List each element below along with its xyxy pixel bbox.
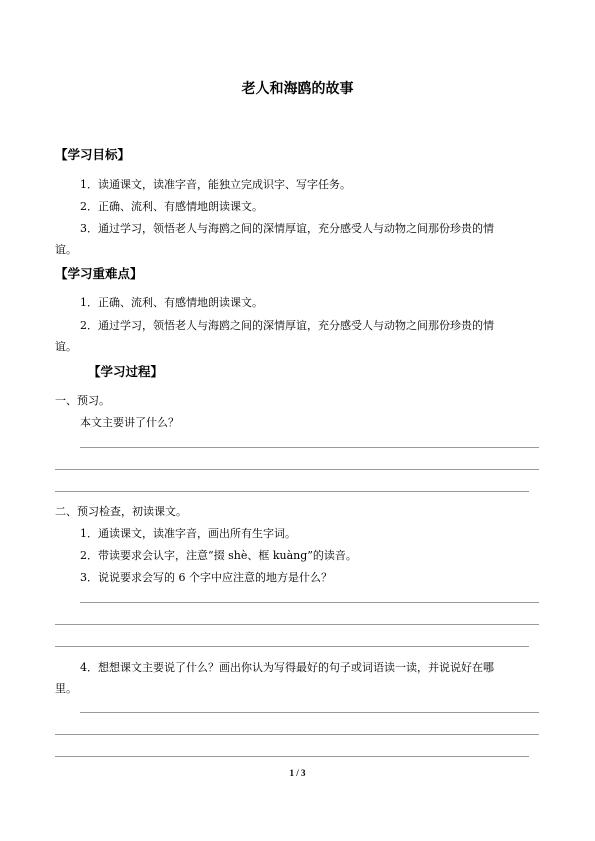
part4-line1: 4．想想课文主要说了什么？画出你认为写得最好的句子或词语读一读，并说说好在哪 [80,661,494,674]
page-number: 1 / 3 [289,768,306,778]
answer-line[interactable] [55,624,539,625]
keypoint-item-2-cont: 谊。 [55,340,77,353]
goal-item-3: 3．通过学习，领悟老人与海鸥之间的深情厚谊，充分感受人与动物之间那份珍贵的情 [80,222,494,235]
answer-line[interactable] [55,469,539,470]
part2-item-2: 2．带读要求会认字，注意“掇 shè、框 kuàng”的读音。 [80,549,357,562]
process-heading: 【学习过程】 [88,364,164,379]
goal-item-1: 1．读通课文，读准字音，能独立完成识字、写字任务。 [80,178,351,191]
part1-question: 本文主要讲了什么？ [80,416,179,429]
part2-label: 二、预习检查，初读课文。 [55,505,187,518]
keypoints-heading: 【学习重难点】 [55,266,143,281]
part1-label: 一、预习。 [55,394,110,407]
answer-line[interactable] [55,491,529,492]
goal-item-3-cont: 谊。 [55,243,77,256]
goals-heading: 【学习目标】 [55,147,131,162]
part2-item-1: 1．通读课文，读准字音，画出所有生字词。 [80,527,296,540]
part2-item-3: 3．说说要求会写的 6 个字中应注意的地方是什么？ [80,571,332,584]
answer-line[interactable] [55,646,529,647]
page-title: 老人和海鸥的故事 [241,81,354,97]
part4-line2: 里。 [55,682,77,695]
keypoint-item-2: 2．通过学习，领悟老人与海鸥之间的深情厚谊，充分感受人与动物之间那份珍贵的情 [80,319,494,332]
answer-line[interactable] [80,712,539,713]
goal-item-2: 2．正确、流利、有感情地朗读课文。 [80,200,263,213]
answer-line[interactable] [80,602,539,603]
answer-line[interactable] [55,734,539,735]
answer-line[interactable] [80,447,539,448]
keypoint-item-1: 1．正确、流利、有感情地朗读课文。 [80,296,263,309]
answer-line[interactable] [55,756,529,757]
